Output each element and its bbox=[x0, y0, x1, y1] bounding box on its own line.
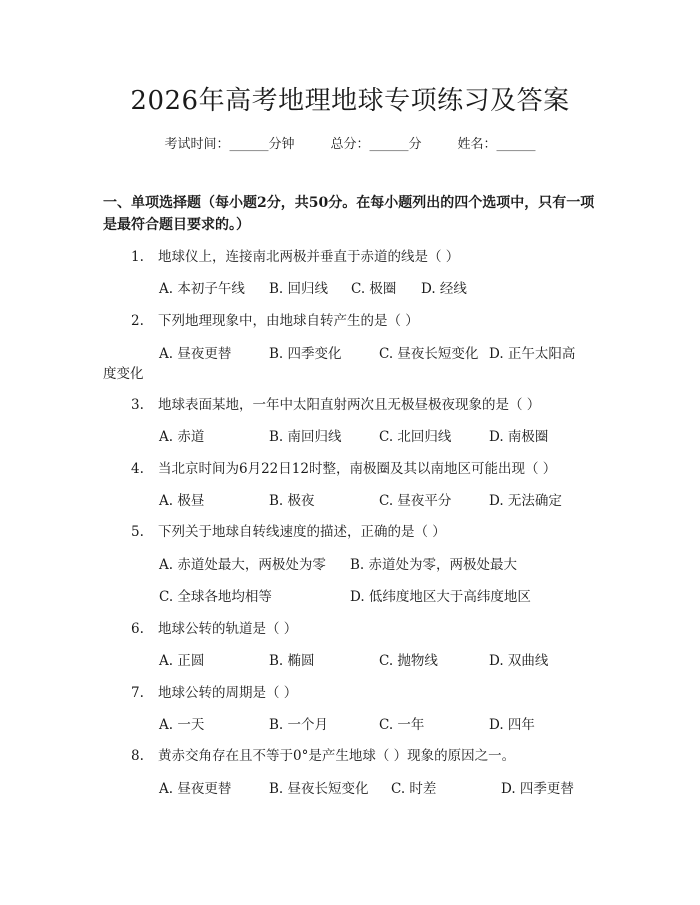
question-1 bbox=[131, 245, 459, 265]
option-d: D. 四季更替 bbox=[501, 781, 574, 797]
question-number: 8. bbox=[131, 748, 144, 764]
option-d: D. 四年 bbox=[489, 717, 535, 733]
question-number: 5. bbox=[131, 524, 144, 540]
option-b: B. 四季变化 bbox=[269, 346, 342, 362]
question-7-options bbox=[159, 713, 535, 733]
option-c: C. 时差 bbox=[391, 781, 437, 797]
option-c: C. 极圈 bbox=[351, 281, 397, 297]
option-c: C. 一年 bbox=[379, 717, 425, 733]
question-number: 7. bbox=[131, 685, 144, 701]
question-5 bbox=[131, 520, 446, 540]
option-a: A. 昼夜更替 bbox=[159, 346, 232, 362]
total-score-field: 总分：______分 bbox=[330, 137, 422, 152]
question-number: 4. bbox=[131, 461, 144, 477]
question-2-options bbox=[159, 342, 575, 362]
question-1-options bbox=[159, 277, 467, 297]
exam-info-line bbox=[0, 133, 700, 152]
option-a: A. 正圆 bbox=[159, 653, 205, 669]
question-3 bbox=[131, 393, 540, 413]
option-a: A. 极昼 bbox=[159, 493, 205, 509]
question-8 bbox=[131, 744, 515, 764]
section-heading: 一、单项选择题（每小题2分，共50分。在每小题列出的四个选项中，只有一项是最符合题目要求的。） bbox=[103, 195, 595, 233]
question-7 bbox=[131, 681, 297, 701]
option-d: D. 正午太阳高 bbox=[489, 346, 576, 362]
question-text: 地球公转的周期是（ ） bbox=[158, 685, 298, 701]
question-4 bbox=[131, 457, 556, 477]
question-text: 黄赤交角存在且不等于0°是产生地球（ ）现象的原因之一。 bbox=[158, 748, 516, 764]
option-b: B. 一个月 bbox=[269, 717, 329, 733]
question-5-options-row-1 bbox=[159, 553, 517, 573]
option-d: D. 南极圈 bbox=[489, 429, 549, 445]
option-c: C. 昼夜长短变化 bbox=[379, 346, 479, 362]
option-d: D. 无法确定 bbox=[489, 493, 562, 509]
question-6 bbox=[131, 617, 297, 637]
question-4-options bbox=[159, 489, 562, 509]
question-number: 1. bbox=[131, 249, 144, 265]
exam-time-field: 考试时间：______分钟 bbox=[164, 137, 295, 152]
question-text: 地球仪上，连接南北两极并垂直于赤道的线是（ ） bbox=[158, 249, 460, 265]
question-3-options bbox=[159, 425, 548, 445]
question-number: 6. bbox=[131, 621, 144, 637]
question-text: 地球公转的轨道是（ ） bbox=[158, 621, 298, 637]
option-a: A. 昼夜更替 bbox=[159, 781, 232, 797]
option-d-continuation: 度变化 bbox=[103, 366, 144, 382]
option-a: A. 本初子午线 bbox=[159, 281, 245, 297]
question-number: 2. bbox=[131, 313, 144, 329]
question-8-options bbox=[159, 777, 574, 797]
option-a: A. 赤道处最大，两极处为零 bbox=[159, 557, 326, 573]
option-c: C. 全球各地均相等 bbox=[159, 589, 272, 605]
option-b: B. 回归线 bbox=[269, 281, 329, 297]
question-number: 3. bbox=[131, 397, 144, 413]
option-d: D. 经线 bbox=[421, 281, 467, 297]
option-c: C. 抛物线 bbox=[379, 653, 438, 669]
page-title: 2026年高考地理地球专项练习及答案 bbox=[130, 86, 570, 116]
question-2 bbox=[131, 309, 419, 329]
question-text: 下列地理现象中，由地球自转产生的是（ ） bbox=[158, 313, 419, 329]
question-text: 当北京时间为6月22日12时整，南极圈及其以南地区可能出现（ ） bbox=[158, 461, 557, 477]
question-text: 下列关于地球自转线速度的描述，正确的是（ ） bbox=[158, 524, 446, 540]
option-c: C. 北回归线 bbox=[379, 429, 452, 445]
option-b: B. 赤道处为零，两极处最大 bbox=[350, 557, 518, 573]
option-b: B. 昼夜长短变化 bbox=[269, 781, 369, 797]
question-5-options-row-2 bbox=[159, 585, 531, 605]
question-text: 地球表面某地，一年中太阳直射两次且无极昼极夜现象的是（ ） bbox=[158, 397, 541, 413]
option-c: C. 昼夜平分 bbox=[379, 493, 452, 509]
option-d: D. 双曲线 bbox=[489, 653, 549, 669]
option-a: A. 赤道 bbox=[159, 429, 205, 445]
option-d: D. 低纬度地区大于高纬度地区 bbox=[350, 589, 531, 605]
option-b: B. 南回归线 bbox=[269, 429, 342, 445]
student-name-field: 姓名：______ bbox=[457, 137, 536, 152]
question-6-options bbox=[159, 649, 548, 669]
option-b: B. 椭圆 bbox=[269, 653, 315, 669]
option-b: B. 极夜 bbox=[269, 493, 315, 509]
option-a: A. 一天 bbox=[159, 717, 205, 733]
